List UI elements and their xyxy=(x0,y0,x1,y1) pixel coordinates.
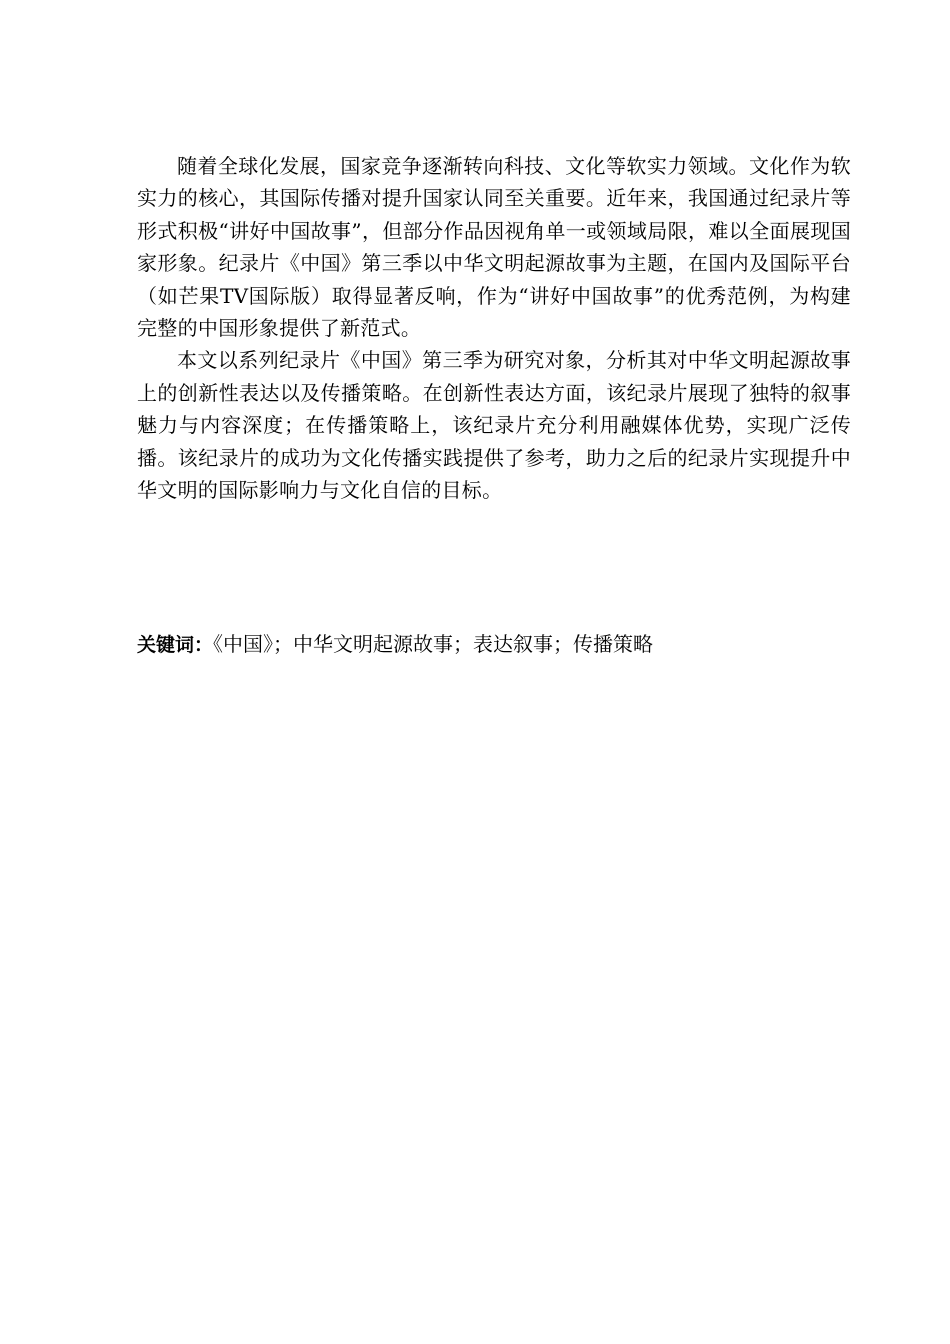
keywords-line xyxy=(137,628,851,661)
abstract-paragraph-1: 随着全球化发展，国家竞争逐渐转向科技、文化等软实力领域。文化作为软实力的核心，其国际传播对提升国家认同至关重要。近年来，我国通过纪录片等形式积极“讲好中国故事”，但部分作品因视角单一或领域局限，难以全面展现国家形象。纪录片《中国》第三季以中华文明起源故事为主题，在国内及国际平台（如芒果TV国际版）取得显著反响，作为“讲好中国故事”的优秀范例，为构建完整的中国形象提供了新范式。 xyxy=(137,154,851,341)
abstract-paragraph-2: 本文以系列纪录片《中国》第三季为研究对象，分析其对中华文明起源故事上的创新性表达以及传播策略。在创新性表达方面，该纪录片展现了独特的叙事魅力与内容深度；在传播策略上，该纪录片充分利用融媒体优势，实现广泛传播。该纪录片的成功为文化传播实践提供了参考，助力之后的纪录片实现提升中华文明的国际影响力与文化自信的目标。 xyxy=(137,348,851,503)
abstract-body xyxy=(137,150,851,506)
keywords-label: 关键词： xyxy=(137,634,214,656)
keywords-text: 《中国》；中华文明起源故事；表达叙事；传播策略 xyxy=(213,632,654,656)
